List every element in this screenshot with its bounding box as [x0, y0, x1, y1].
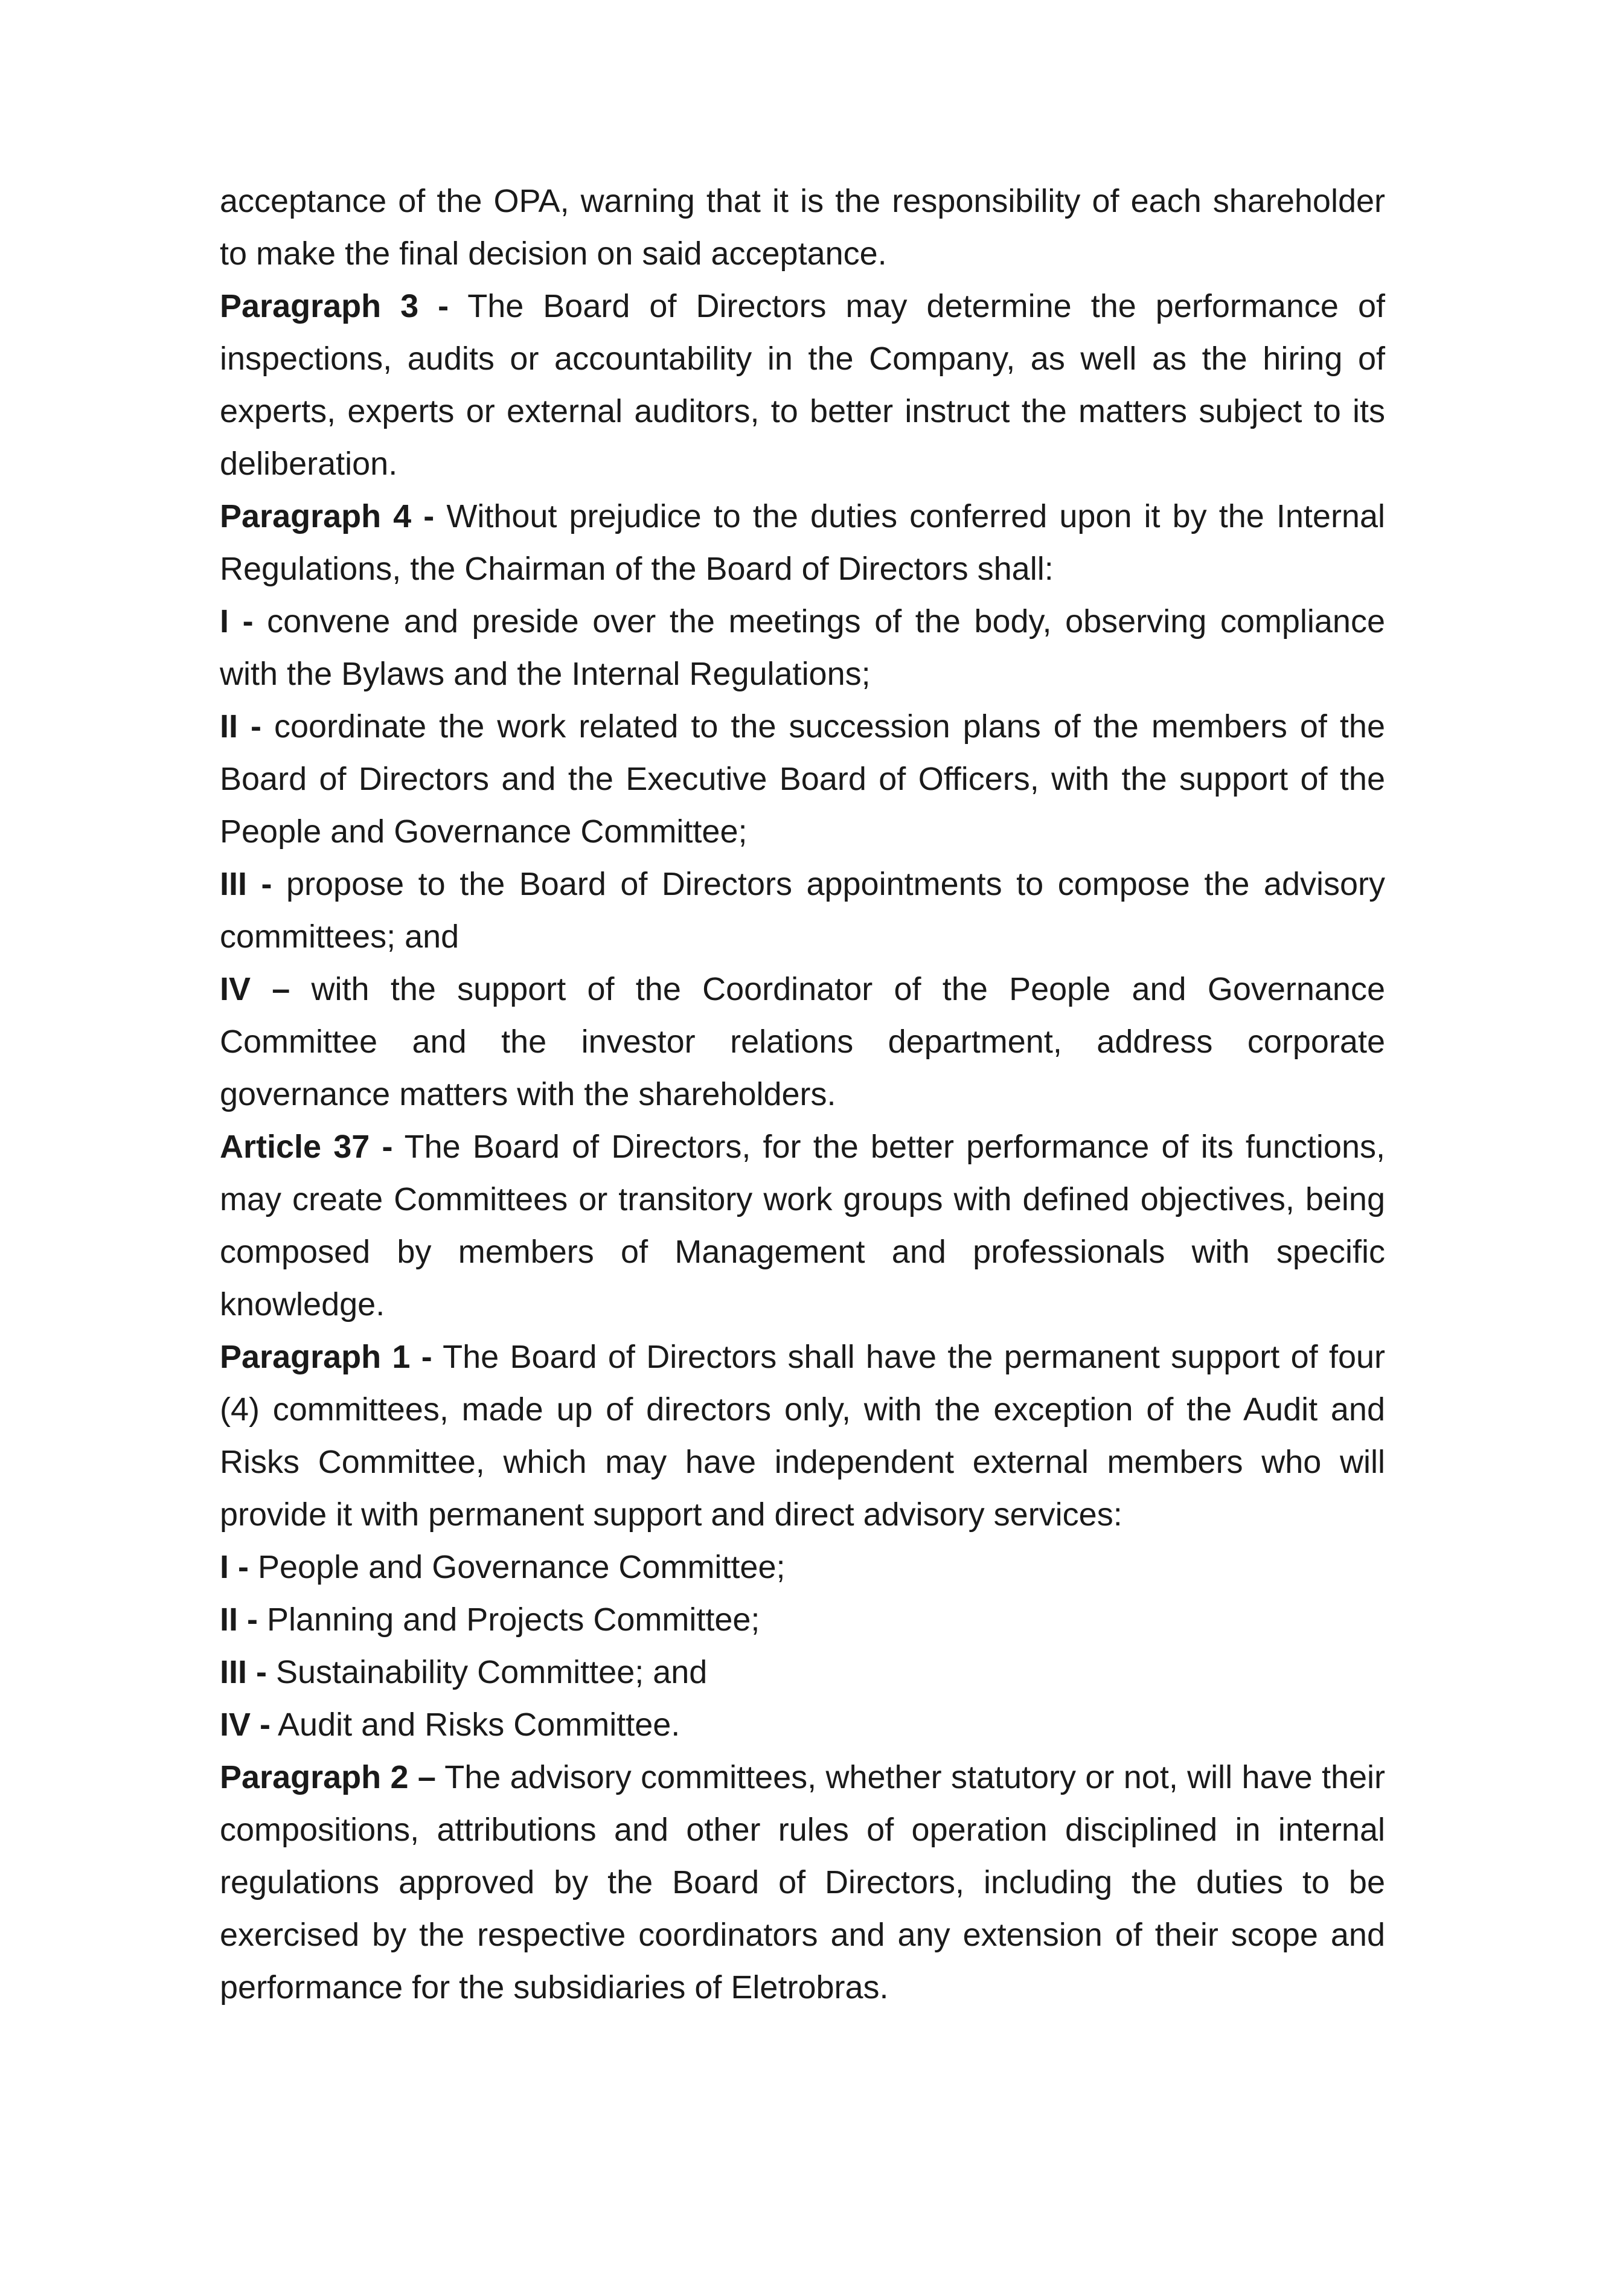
- committee-item-people-governance: [220, 1541, 1385, 1594]
- item-label: I -: [220, 1549, 249, 1585]
- item-iv-governance: [220, 963, 1385, 1121]
- item-label: IV -: [220, 1707, 271, 1743]
- document-page: [220, 175, 1385, 2014]
- paragraph-label: Paragraph 1 -: [220, 1339, 432, 1375]
- item-label: III -: [220, 1654, 267, 1690]
- item-label: II -: [220, 1602, 258, 1638]
- item-label: I -: [220, 603, 254, 640]
- paragraph-label: Paragraph 3 -: [220, 288, 449, 324]
- item-label: II -: [220, 708, 261, 745]
- item-ii-coordinate: [220, 701, 1385, 858]
- paragraph-text: The advisory committees, whether statutory or not, will have their compositions, attributions and other rules of operation disciplined in internal regulations approved by the Board of Directors, including the duties to be exercised by the respective coordinators and any extension of their scope and performance for the subsidiaries of Eletrobras.: [220, 1759, 1386, 2006]
- article-37: [220, 1121, 1385, 1331]
- item-text: People and Governance Committee;: [249, 1549, 786, 1585]
- article-label: Article 37 -: [220, 1129, 393, 1165]
- committee-item-sustainability: [220, 1646, 1385, 1699]
- committee-item-audit-risks: [220, 1699, 1385, 1751]
- paragraph-text: acceptance of the OPA, warning that it is the responsibility of each shareholder to make the final decision on said acceptance.: [220, 183, 1385, 272]
- paragraph-text: The Board of Directors shall have the permanent support of four (4) committees, made up of directors only, with the exception of the Audit and Risks Committee, which may have independent external members who will provide it with permanent support and direct advisory services:: [220, 1339, 1385, 1533]
- paragraph-text: Without prejudice to the duties conferred upon it by the Internal Regulations, the Chairman of the Board of Directors shall:: [220, 498, 1385, 587]
- paragraph-3: [220, 280, 1385, 490]
- item-text: propose to the Board of Directors appointments to compose the advisory committees; and: [220, 866, 1385, 955]
- paragraph-label: Paragraph 4 -: [220, 498, 435, 534]
- item-label: IV –: [220, 971, 290, 1007]
- paragraph-2: [220, 1751, 1385, 2014]
- paragraph-text: The Board of Directors may determine the performance of inspections, audits or accountability in the Company, as well as the hiring of experts, experts or external auditors, to better instruct the matters subject to its deliberation.: [220, 288, 1385, 482]
- item-text: Sustainability Committee; and: [267, 1654, 708, 1690]
- paragraph-1: [220, 1331, 1385, 1541]
- item-text: with the support of the Coordinator of the People and Governance Committee and the investor relations department, address corporate governance matters with the shareholders.: [220, 971, 1385, 1112]
- paragraph-4: [220, 490, 1385, 595]
- item-label: III -: [220, 866, 272, 902]
- item-text: Audit and Risks Committee.: [271, 1707, 680, 1743]
- item-iii-propose: [220, 858, 1385, 963]
- item-text: Planning and Projects Committee;: [258, 1602, 760, 1638]
- item-text: coordinate the work related to the succession plans of the members of the Board of Directors and the Executive Board of Officers, with the support of the People and Governance Committee;: [220, 708, 1385, 850]
- paragraph-label: Paragraph 2 –: [220, 1759, 436, 1795]
- article-text: The Board of Directors, for the better performance of its functions, may create Committees or transitory work groups with defined objectives, being composed by members of Management and professionals with specific knowledge.: [220, 1129, 1385, 1323]
- item-text: convene and preside over the meetings of the body, observing compliance with the Bylaws and the Internal Regulations;: [220, 603, 1385, 692]
- committee-item-planning-projects: [220, 1594, 1385, 1646]
- paragraph-opa-acceptance: [220, 175, 1385, 280]
- item-i-convene: [220, 595, 1385, 701]
